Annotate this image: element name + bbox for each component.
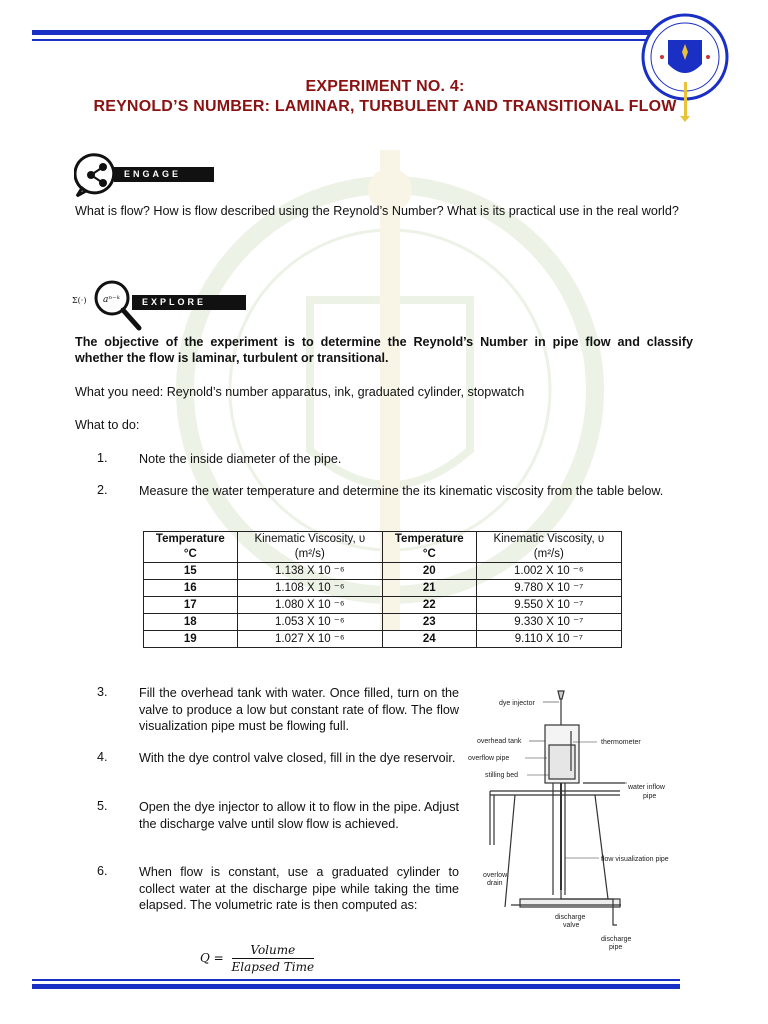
engage-question: What is flow? How is flow described using the Reynold’s Number? What is its practical use in the real world? [75,204,679,218]
formula-lhs: Q = [200,951,224,965]
label-discharge-valve: discharge [555,914,586,921]
page-title-line2: REYNOLD’S NUMBER: LAMINAR, TURBULENT AND TRANSITIONAL FLOW [93,98,677,115]
header-bar-thin [32,39,680,41]
label-discharge-pipe-2: pipe [609,944,623,951]
step-1-text: Note the inside diameter of the pipe. [139,452,342,466]
label-overhead-tank: overhead tank [477,738,522,745]
label-thermometer: thermometer [601,739,641,746]
footer-bar-thin [32,979,680,981]
formula-fraction [232,943,315,974]
header-temp-2: Temperature °C [382,532,476,563]
step-3-number: 3. [97,685,108,699]
objective-text: The objective of the experiment is to determine the Reynold’s Number in pipe flow and classify whether the flow is laminar, turbulent or transitional. [75,335,693,365]
header-bar [32,30,680,35]
step-4-number: 4. [97,750,108,764]
label-water-inflow: water inflow [628,784,665,791]
step-4-text: With the dye control valve closed, fill in the dye reservoir. [139,751,456,765]
label-dye-injector: dye injector [499,700,535,707]
formula-glyph: Σ(·) [72,296,87,305]
step-6-text: When flow is constant, use a graduated cylinder to collect water at the discharge pipe while taking the time elapsed. The volumetric rate is then computed as: [139,865,459,912]
reynolds-apparatus-diagram [465,685,695,955]
volumetric-rate-formula [200,943,314,974]
label-flow-visualization-pipe: flow visualization pipe [601,856,669,863]
formula-denominator: Elapsed Time [231,960,315,974]
label-overflow-pipe: overflow pipe [468,755,510,762]
label-stilling-bed: stilling bed [485,772,519,779]
step-1-number: 1. [97,451,108,465]
label-discharge-pipe: discharge [601,936,632,943]
what-to-do: What to do: [75,418,140,432]
formula-numerator: Volume [232,943,315,959]
svg-text:aⁿ⁻ᵏ: aⁿ⁻ᵏ [103,295,121,305]
footer-bar [32,984,680,989]
engage-tag: ENGAGE [114,167,214,182]
table-row: 15 1.138 X 10 ⁻⁶ 20 1.002 X 10 ⁻⁶ [144,563,622,580]
what-you-need: What you need: Reynold’s number apparatus, ink, graduated cylinder, stopwatch [75,385,525,399]
table-header-row [144,532,622,563]
header-visc-2: Kinematic Viscosity, υ (m²/s) [476,532,621,563]
label-discharge-valve-2: valve [563,922,580,929]
step-3-text: Fill the overhead tank with water. Once filled, turn on the valve to produce a low but constant rate of flow. The flow visualization pipe must be flowing full. [139,686,459,733]
table-row: 16 1.108 X 10 ⁻⁶ 21 9.780 X 10 ⁻⁷ [144,580,622,597]
header-visc-1: Kinematic Viscosity, υ (m²/s) [237,532,382,563]
step-5-text: Open the dye injector to allow it to flow in the pipe. Adjust the discharge valve until slow flow is achieved. [139,800,459,831]
label-overlow: overlow [483,872,508,879]
table-row: 17 1.080 X 10 ⁻⁶ 22 9.550 X 10 ⁻⁷ [144,597,622,614]
label-overlow-drain: drain [487,880,503,887]
explore-tag: EXPLORE [132,295,246,310]
step-5-number: 5. [97,799,108,813]
step-2-text: Measure the water temperature and determine the its kinematic viscosity from the table below. [139,484,664,498]
page-title-line1: EXPERIMENT NO. 4: [305,78,465,95]
step-6-number: 6. [97,864,108,878]
step-2-number: 2. [97,483,108,497]
header-temp-1: Temperature °C [144,532,238,563]
table-row: 19 1.027 X 10 ⁻⁶ 24 9.110 X 10 ⁻⁷ [144,631,622,648]
viscosity-table [143,531,622,648]
table-row: 18 1.053 X 10 ⁻⁶ 23 9.330 X 10 ⁻⁷ [144,614,622,631]
label-water-inflow-pipe: pipe [643,793,657,800]
